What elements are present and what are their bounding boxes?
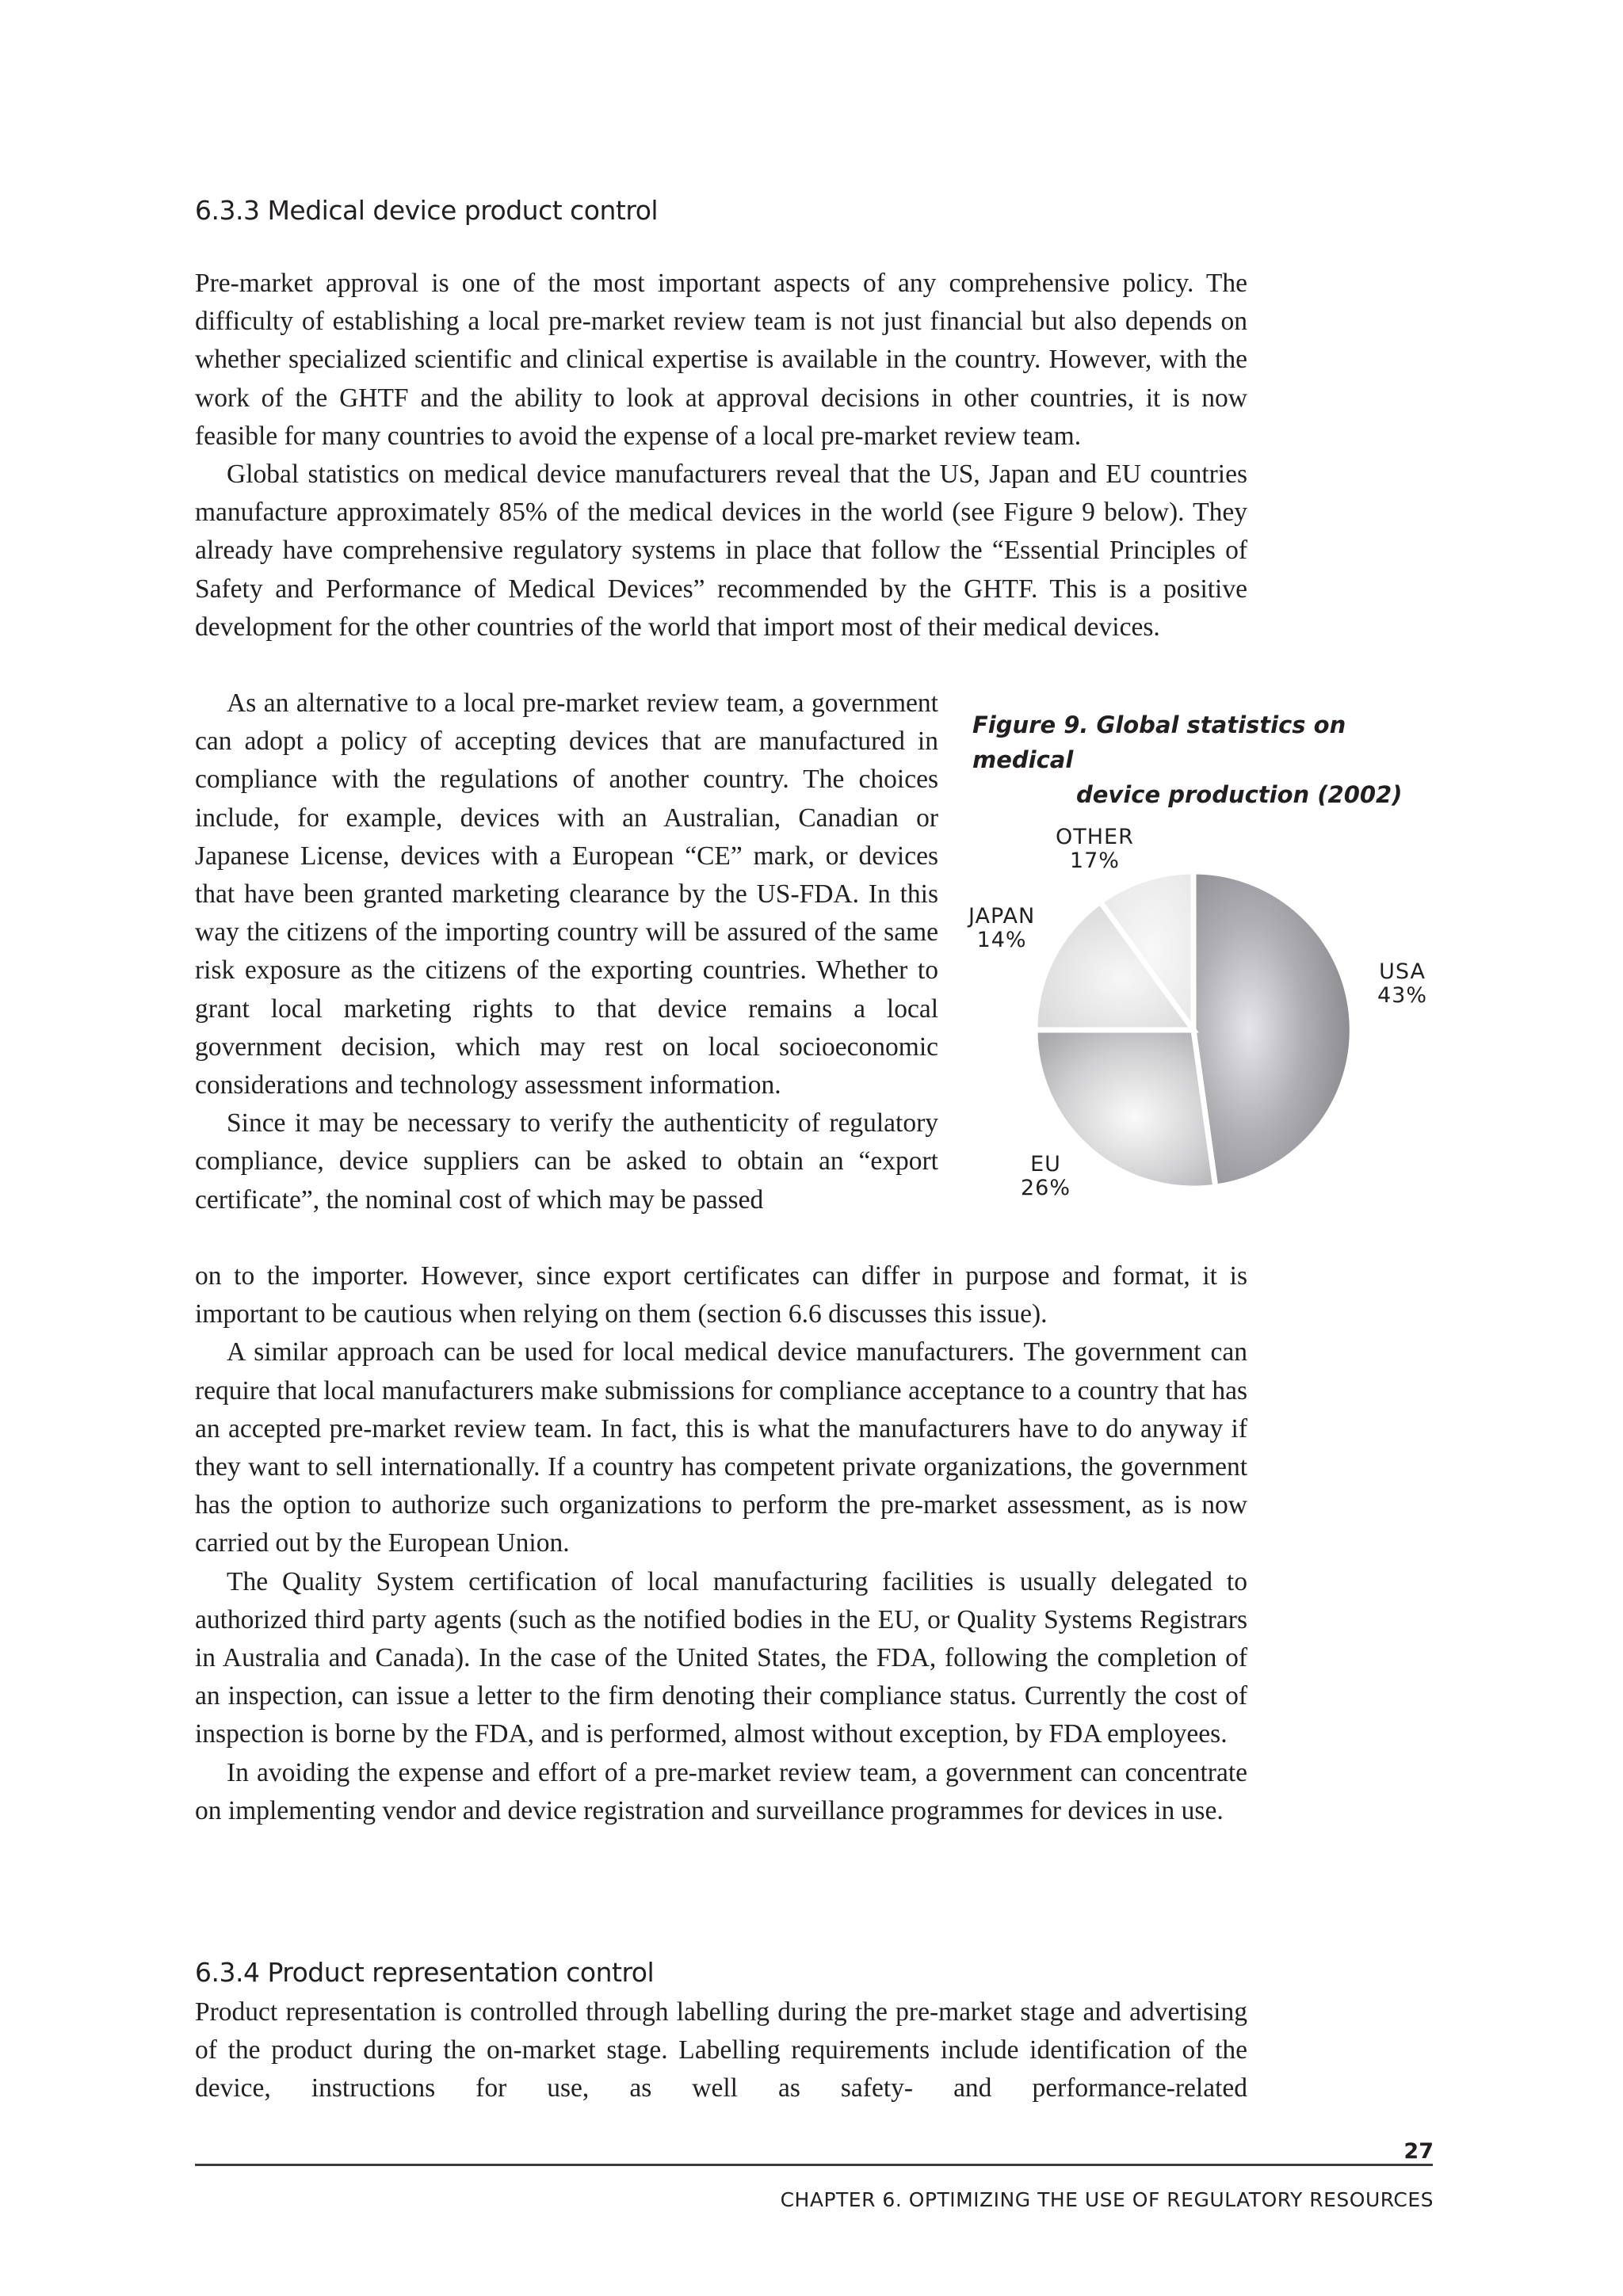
section-6-3-3-body-wrapped: [195, 685, 938, 1219]
pie-label-japan: [968, 905, 1035, 952]
paragraph: on to the importer. However, since export certificates can differ in purpose and format, it is important to be cautious when relying on them (section 6.6 discusses this issue).: [195, 1261, 1247, 1329]
section-6-3-3-body-top: [195, 265, 1247, 646]
pie-label-japan-pct: 14%: [976, 928, 1027, 952]
pie-label-japan-name: JAPAN: [968, 904, 1036, 929]
paragraph: Product representation is controlled through labelling during the pre-market stage and advertising of the product during the on-market stage. Labelling requirements include identification of the device, instructions for use, as well as safety- and performance-related: [195, 1997, 1247, 2103]
section-heading-6-3-3: 6.3.3 Medical device product control: [195, 195, 659, 226]
section-heading-6-3-4: 6.3.4 Product representation control: [195, 1957, 655, 1988]
pie-label-usa-pct: 43%: [1377, 983, 1428, 1008]
pie-label-other: [1056, 826, 1134, 873]
section-6-3-3-body-bottom: [195, 1257, 1247, 1830]
paragraph: Since it may be necessary to verify the authenticity of regulatory compliance, device suppliers can be asked to obtain an “export certificate”, the nominal cost of which may be passed: [195, 1108, 938, 1215]
pie-slice-usa: [1193, 871, 1352, 1187]
figure-caption-line1: Figure 9. Global statistics on medical: [972, 711, 1346, 773]
pie-label-eu: [1021, 1153, 1071, 1200]
paragraph: As an alternative to a local pre-market review team, a government can adopt a policy of accepting devices that are manufactured in compliance with the regulations of another country. The choices include, for example, devices with an Australian, Canadian or Japanese License, devices with a European “CE” mark, or devices that have been granted marketing clearance by the US-FDA. In this way the citizens of the importing country will be assured of the same risk exposure as the citizens of the exporting countries. Whether to grant local marketing rights to that device remains a local government decision, which may rest on local socioeconomic considerations and technology assessment information.: [195, 688, 938, 1100]
pie-label-other-name: OTHER: [1056, 825, 1134, 849]
figure-caption-line2: device production (2002): [1076, 781, 1403, 808]
paragraph: The Quality System certification of local manufacturing facilities is usually delegated to authorized third party agents (such as the notified bodies in the EU, or Quality Systems Registrars in Australia and Canada). In the case of the United States, the FDA, following the completion of an inspection, can issue a letter to the firm denoting their compliance status. Currently the cost of inspection is borne by the FDA, and is performed, almost without exception, by FDA employees.: [195, 1566, 1247, 1749]
paragraph: Pre-market approval is one of the most important aspects of any comprehensive policy. The difficulty of establishing a local pre-market review team is not just financial but also depends on whether specialized scientific and clinical expertise is available in the country. However, with the work of the GHTF and the ability to look at approval decisions in other countries, it is now feasible for many countries to avoid the expense of a local pre-market review team.: [195, 269, 1247, 451]
page-number: 27: [1403, 2139, 1434, 2164]
paragraph: In avoiding the expense and effort of a pre-market review team, a government can concentrate on implementing vendor and device registration and surveillance programmes for devices in use.: [195, 1757, 1247, 1825]
pie-label-usa: [1377, 960, 1427, 1008]
section-6-3-4-body: [195, 1993, 1247, 2108]
footer-divider: [195, 2164, 1433, 2166]
pie-label-other-pct: 17%: [1069, 849, 1120, 873]
pie-label-eu-name: EU: [1030, 1152, 1061, 1177]
pie-label-eu-pct: 26%: [1021, 1176, 1071, 1200]
paragraph: Global statistics on medical device manufacturers reveal that the US, Japan and EU countries manufacture approximately 85% of the medical devices in the world (see Figure 9 below). They already have comprehensive regulatory systems in place that follow the “Essential Principles of Safety and Performance of Medical Devices” recommended by the GHTF. This is a positive development for the other countries of the world that import most of their medical devices.: [195, 460, 1247, 642]
running-footer-chapter: CHAPTER 6. OPTIMIZING THE USE OF REGULATORY RESOURCES: [780, 2188, 1434, 2211]
pie-label-usa-name: USA: [1379, 959, 1426, 984]
pie-chart: [951, 784, 1458, 1228]
paragraph: A similar approach can be used for local medical device manufacturers. The government can require that local manufacturers make submissions for compliance acceptance to a country that has an accepted pre-market review team. In fact, this is what the manufacturers have to do anyway if they want to sell internationally. If a country has competent private organizations, the government has the option to authorize such organizations to perform the pre-market assessment, as is now carried out by the European Union.: [195, 1337, 1247, 1558]
